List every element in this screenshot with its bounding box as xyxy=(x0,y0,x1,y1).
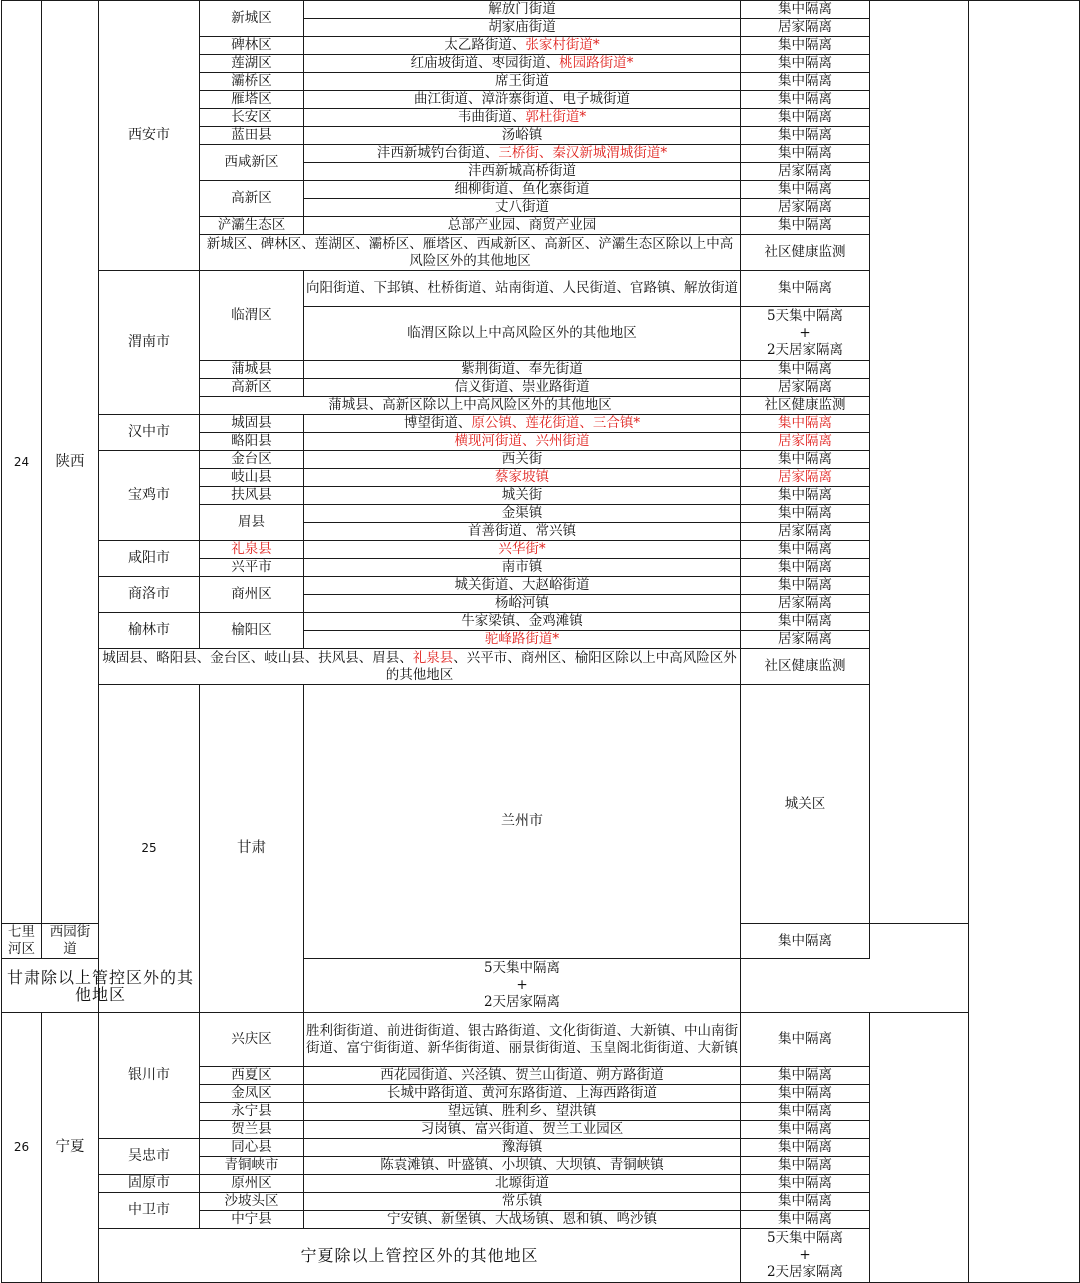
risk-area: 细柳街道、鱼化寨街道 xyxy=(304,181,741,199)
control-status: 居家隔离 xyxy=(741,379,870,397)
control-status: 居家隔离 xyxy=(741,523,870,541)
control-status: 居家隔离 xyxy=(741,163,870,181)
control-status: 集中隔离 xyxy=(741,1103,870,1121)
risk-area: 南市镇 xyxy=(304,559,741,577)
risk-area: 胜利街街道、前进街街道、银古路街道、文化街街道、大新镇、中山南街街道、富宁街街道、新华街街道、丽景街街道、玉皇阁北街街道、大新镇 xyxy=(304,1013,741,1067)
district-name: 扶风县 xyxy=(200,487,304,505)
control-status: 集中隔离 xyxy=(741,1175,870,1193)
district-name: 高新区 xyxy=(200,379,304,397)
district-name: 临渭区 xyxy=(200,271,304,361)
control-status: 集中隔离 xyxy=(741,91,870,109)
control-status: 社区健康监测 xyxy=(741,235,870,271)
district-name: 城固县 xyxy=(200,415,304,433)
risk-area: 博望街道、原公镇、莲花街道、三合镇* xyxy=(304,415,741,433)
control-status: 居家隔离 xyxy=(741,595,870,613)
control-status: 居家隔离 xyxy=(741,433,870,451)
risk-area: 太乙路街道、张家村街道* xyxy=(304,37,741,55)
district-name: 沙坡头区 xyxy=(200,1193,304,1211)
control-status: 集中隔离 xyxy=(741,271,870,307)
row-number: 26 xyxy=(2,1013,42,1283)
risk-area: 西园街道 xyxy=(42,924,99,959)
district-name: 榆阳区 xyxy=(200,613,304,649)
control-status: 集中隔离 xyxy=(741,73,870,91)
control-status: 社区健康监测 xyxy=(741,397,870,415)
control-status: 集中隔离 xyxy=(741,217,870,235)
district-name: 蒲城县 xyxy=(200,361,304,379)
risk-area: 汤峪镇 xyxy=(304,127,741,145)
city-name: 榆林市 xyxy=(99,613,200,649)
control-status: 集中隔离 xyxy=(741,1139,870,1157)
control-status: 社区健康监测 xyxy=(741,649,870,685)
risk-area: 金渠镇 xyxy=(304,505,741,523)
control-status: 集中隔离 xyxy=(741,127,870,145)
control-status: 集中隔离 xyxy=(741,145,870,163)
control-status: 集中隔离 xyxy=(741,577,870,595)
other-areas: 甘肃除以上管控区外的其他地区 xyxy=(2,959,200,1013)
district-name: 兴平市 xyxy=(200,559,304,577)
control-status: 集中隔离 xyxy=(741,1067,870,1085)
district-name: 岐山县 xyxy=(200,469,304,487)
control-status: 集中隔离 xyxy=(741,55,870,73)
district-name: 高新区 xyxy=(200,181,304,217)
city-name: 兰州市 xyxy=(304,685,741,959)
control-status: 集中隔离 xyxy=(741,451,870,469)
blank-column xyxy=(969,1,1080,1283)
province-name: 陕西 xyxy=(42,1,99,924)
control-status: 居家隔离 xyxy=(741,631,870,649)
risk-area: 城关街 xyxy=(304,487,741,505)
other-areas: 新城区、碑林区、莲湖区、灞桥区、雁塔区、西咸新区、高新区、浐灞生态区除以上中高风险区外的其他地区 xyxy=(200,235,741,271)
risk-area: 横现河街道、兴州街道 xyxy=(304,433,741,451)
risk-area: 牛家梁镇、金鸡滩镇 xyxy=(304,613,741,631)
district-name: 永宁县 xyxy=(200,1103,304,1121)
control-status: 集中隔离 xyxy=(741,1085,870,1103)
district-name: 兴庆区 xyxy=(200,1013,304,1067)
district-name: 贺兰县 xyxy=(200,1121,304,1139)
risk-area: 总部产业园、商贸产业园 xyxy=(304,217,741,235)
risk-area: 紫荆街道、奉先街道 xyxy=(304,361,741,379)
city-name: 固原市 xyxy=(99,1175,200,1193)
control-status: 集中隔离 xyxy=(741,613,870,631)
risk-area: 沣西新城钓台街道、三桥街、秦汉新城渭城街道* xyxy=(304,145,741,163)
control-status: 集中隔离 xyxy=(741,1121,870,1139)
risk-area: 西花园街道、兴泾镇、贺兰山街道、朔方路街道 xyxy=(304,1067,741,1085)
district-name: 莲湖区 xyxy=(200,55,304,73)
district-name: 西夏区 xyxy=(200,1067,304,1085)
risk-area: 解放门街道 xyxy=(304,1,741,19)
blank-column xyxy=(870,1,969,924)
city-name: 咸阳市 xyxy=(99,541,200,577)
district-name: 七里河区 xyxy=(2,924,42,959)
risk-area: 曲江街道、漳浒寨街道、电子城街道 xyxy=(304,91,741,109)
control-status: 集中隔离 xyxy=(741,1157,870,1175)
risk-area: 向阳街道、下邽镇、杜桥街道、站南街道、人民街道、官路镇、解放街道 xyxy=(304,271,741,307)
district-name: 眉县 xyxy=(200,505,304,541)
city-name: 宝鸡市 xyxy=(99,451,200,541)
risk-area: 红庙坡街道、枣园街道、桃园路街道* xyxy=(304,55,741,73)
risk-area: 陈袁滩镇、叶盛镇、小坝镇、大坝镇、青铜峡镇 xyxy=(304,1157,741,1175)
control-status: 居家隔离 xyxy=(741,19,870,37)
risk-area: 席王街道 xyxy=(304,73,741,91)
control-status: 集中隔离 xyxy=(741,181,870,199)
control-status: 集中隔离 xyxy=(741,1013,870,1067)
city-name: 商洛市 xyxy=(99,577,200,613)
city-name: 银川市 xyxy=(99,1013,200,1139)
control-status: 集中隔离 xyxy=(741,1211,870,1229)
province-name: 宁夏 xyxy=(42,1013,99,1283)
district-name: 长安区 xyxy=(200,109,304,127)
district-name: 新城区 xyxy=(200,1,304,37)
control-status: 集中隔离 xyxy=(741,415,870,433)
control-status: 居家隔离 xyxy=(741,199,870,217)
row-number: 24 xyxy=(2,1,42,924)
risk-area: 习岗镇、富兴街道、贺兰工业园区 xyxy=(304,1121,741,1139)
district-name: 略阳县 xyxy=(200,433,304,451)
district-name: 礼泉县 xyxy=(200,541,304,559)
district-name: 灞桥区 xyxy=(200,73,304,91)
district-name: 商州区 xyxy=(200,577,304,613)
control-status: 5天集中隔离 + 2天居家隔离 xyxy=(741,1229,870,1283)
risk-area: 兴华街* xyxy=(304,541,741,559)
district-name: 蓝田县 xyxy=(200,127,304,145)
city-name: 汉中市 xyxy=(99,415,200,451)
risk-area: 豫海镇 xyxy=(304,1139,741,1157)
district-name: 碑林区 xyxy=(200,37,304,55)
risk-area: 西关街 xyxy=(304,451,741,469)
blank-column xyxy=(870,1013,969,1283)
control-status: 集中隔离 xyxy=(741,109,870,127)
risk-area: 常乐镇 xyxy=(304,1193,741,1211)
district-name: 西咸新区 xyxy=(200,145,304,181)
city-name: 渭南市 xyxy=(99,271,200,415)
city-name: 吴忠市 xyxy=(99,1139,200,1175)
risk-area: 北塬街道 xyxy=(304,1175,741,1193)
other-areas: 宁夏除以上管控区外的其他地区 xyxy=(99,1229,741,1283)
control-status: 集中隔离 xyxy=(741,487,870,505)
control-status: 集中隔离 xyxy=(741,541,870,559)
risk-area: 长城中路街道、黄河东路街道、上海西路街道 xyxy=(304,1085,741,1103)
district-name: 浐灞生态区 xyxy=(200,217,304,235)
other-areas: 蒲城县、高新区除以上中高风险区外的其他地区 xyxy=(200,397,741,415)
risk-area: 韦曲街道、郭杜街道* xyxy=(304,109,741,127)
control-status: 集中隔离 xyxy=(741,505,870,523)
district-name: 金凤区 xyxy=(200,1085,304,1103)
risk-area: 城关街道、大赵峪街道 xyxy=(304,577,741,595)
district-name: 青铜峡市 xyxy=(200,1157,304,1175)
risk-area: 信义街道、崇业路街道 xyxy=(304,379,741,397)
province-name: 甘肃 xyxy=(200,685,304,1013)
control-status: 5天集中隔离 + 2天居家隔离 xyxy=(304,959,741,1013)
control-status: 居家隔离 xyxy=(741,469,870,487)
control-status: 集中隔离 xyxy=(741,361,870,379)
district-name: 原州区 xyxy=(200,1175,304,1193)
district-name: 同心县 xyxy=(200,1139,304,1157)
risk-area: 沣西新城高桥街道 xyxy=(304,163,741,181)
district-name: 城关区 xyxy=(741,685,870,924)
control-status: 5天集中隔离 + 2天居家隔离 xyxy=(741,307,870,361)
row-number: 25 xyxy=(99,685,200,1013)
other-areas: 城固县、略阳县、金台区、岐山县、扶风县、眉县、礼泉县、兴平市、商州区、榆阳区除以上中高风险区外的其他地区 xyxy=(99,649,741,685)
risk-area: 胡家庙街道 xyxy=(304,19,741,37)
risk-area: 杨峪河镇 xyxy=(304,595,741,613)
district-name: 中宁县 xyxy=(200,1211,304,1229)
control-status: 集中隔离 xyxy=(741,37,870,55)
control-status: 集中隔离 xyxy=(741,1193,870,1211)
city-name: 中卫市 xyxy=(99,1193,200,1229)
risk-area: 丈八街道 xyxy=(304,199,741,217)
city-name: 西安市 xyxy=(99,1,200,271)
risk-area: 宁安镇、新堡镇、大战场镇、恩和镇、鸣沙镇 xyxy=(304,1211,741,1229)
risk-area: 蔡家坡镇 xyxy=(304,469,741,487)
district-name: 雁塔区 xyxy=(200,91,304,109)
risk-area: 望远镇、胜利乡、望洪镇 xyxy=(304,1103,741,1121)
risk-area: 驼峰路街道* xyxy=(304,631,741,649)
district-name: 金台区 xyxy=(200,451,304,469)
risk-area: 首善街道、常兴镇 xyxy=(304,523,741,541)
risk-area: 临渭区除以上中高风险区外的其他地区 xyxy=(304,307,741,361)
control-status: 集中隔离 xyxy=(741,924,870,959)
risk-area-table xyxy=(1,0,1080,1283)
control-status: 集中隔离 xyxy=(741,559,870,577)
control-status: 集中隔离 xyxy=(741,1,870,19)
